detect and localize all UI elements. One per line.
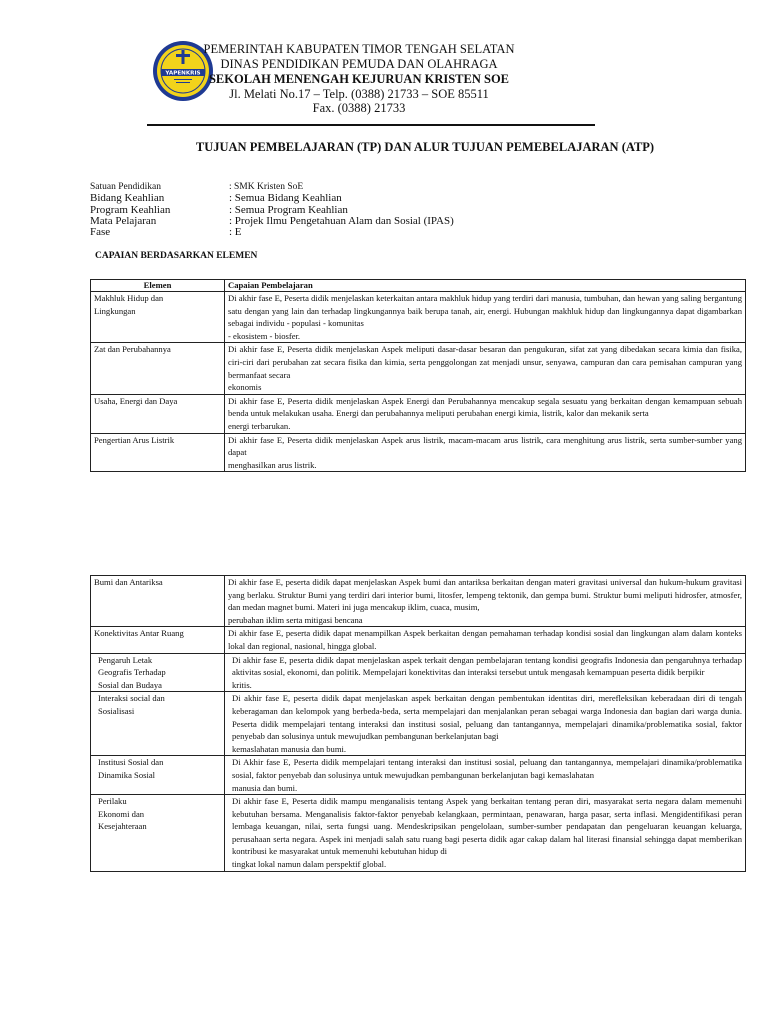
meta-value: : E — [229, 226, 242, 238]
meta-label: Mata Pelajaran — [90, 215, 157, 227]
meta-label: Bidang Keahlian — [90, 192, 165, 204]
element-name: Usaha, Energi dan Daya — [91, 394, 225, 433]
element-name: Bumi dan Antariksa — [91, 576, 225, 627]
meta-label: Satuan Pendidikan — [90, 182, 161, 192]
element-description: Di Akhir fase E, Peserta didik mempelajari tentang interaksi dan institusi sosial, peluang dan tantangannya, mempelajari dinamika/problematika sosial, faktor penyebab dan solusinya untuk mewujudkan pembangunan berkelanjutan bagi kemaslahatan manusia dan bumi. — [225, 756, 746, 795]
element-name: Makhluk Hidup dan Lingkungan — [91, 292, 225, 343]
header-line-fax: Fax. (0388) 21733 — [312, 101, 406, 115]
meta-value: : SMK Kristen SoE — [229, 182, 304, 192]
element-name: Pengertian Arus Listrik — [91, 433, 225, 472]
table-row — [91, 627, 746, 653]
header-line-address: Jl. Melati No.17 – Telp. (0388) 21733 – SOE 85511 — [229, 87, 489, 101]
meta-label: Fase — [90, 226, 111, 238]
table-header-row — [91, 280, 746, 292]
meta-value: : Semua Program Keahlian — [229, 204, 348, 216]
table-row — [91, 343, 746, 394]
element-description: Di akhir fase E, peserta didik dapat menjelaskan Aspek bumi dan antariksa berkaitan dengan materi gravitasi universal dan hukum-hukum gravitasi yang berlaku. Struktur Bumi yang terdiri dari interior bumi, litosfer, lempeng tektonik, dan gempa bumi. Struktur bumi meliputi hidrosfer, atmosfer, dan medan magnet bumi. Materi ini juga mencakup iklim, cuaca, musim, perubahan iklim serta mitigasi bencana — [225, 576, 746, 627]
meta-row-fase — [90, 227, 690, 239]
header-line-government: PEMERINTAH KABUPATEN TIMOR TENGAH SELATAN — [203, 42, 515, 56]
header-capaian: Capaian Pembelajaran — [225, 280, 746, 292]
element-description: Di akhir fase E, peserta didik dapat menjelaskan aspek berkaitan dengan pembentukan identitas diri, merefleksikan keberadaan diri di tengah keberagaman dan kelompok yang berbeda-beda, serta mempelajari dan menjalankan peran sebagai warga Indonesia dan bagian dari warga dunia. Peserta didik mempelajari tentang interaksi dan institusi sosial, peluang dan tantangannya, mempelajari dinamika/problematika sosial, faktor penyebab dan solusinya untuk mewujudkan pembangunan berkelanjutan bagi kemaslahatan manusia dan bumi. — [225, 692, 746, 756]
element-name: Konektivitas Antar Ruang — [91, 627, 225, 653]
header-elemen: Elemen — [91, 280, 225, 292]
element-name: Zat dan Perubahannya — [91, 343, 225, 394]
section-title: CAPAIAN BERDASARKAN ELEMEN — [95, 251, 258, 261]
meta-row-bidang — [90, 193, 690, 205]
elements-table — [90, 279, 746, 472]
table-row — [91, 795, 746, 872]
header-line-school: SEKOLAH MENENGAH KEJURUAN KRISTEN SOE — [208, 72, 510, 86]
element-description: Di akhir fase E, Peserta didik menjelaskan keterkaitan antara makhluk hidup yang terdiri dari manusia, tumbuhan, dan hewan yang saling bergantung satu dengan yang lain dan terhadap lingkungannya baik berupa tanah, air, energi. Hubungan makhluk hidup dan lingkungannya dapat digambarkan sebagai individu - populasi - komunitas - ekosistem - biosfer. — [225, 292, 746, 343]
elements-table-continued — [90, 575, 746, 872]
header-divider — [147, 124, 595, 126]
header-line-department: DINAS PENDIDIKAN PEMUDA DAN OLAHRAGA — [220, 57, 498, 71]
table-row — [91, 394, 746, 433]
table-row — [91, 576, 746, 627]
table-row — [91, 653, 746, 692]
element-name: Interaksi social dan Sosialisasi — [91, 692, 225, 756]
logo-text: YAPENKRIS — [165, 70, 201, 77]
element-description: Di akhir fase E, peserta didik dapat menampilkan Aspek berkaitan dengan pemahaman terhadap kondisi sosial dan lingkungan alam dalam konteks lokal dan regional, nasional, hingga global. — [225, 627, 746, 653]
element-description: Di akhir fase E, Peserta didik menjelaskan Aspek arus listrik, macam-macam arus listrik, cara menghitung arus listrik, serta sumber-sumber yang dapat menghasilkan arus listrik. — [225, 433, 746, 472]
table-row — [91, 292, 746, 343]
element-description: Di akhir fase E, peserta didik dapat menjelaskan aspek terkait dengan pembelajaran tentang kondisi geografis Indonesia dan pengaruhnya terhadap aktivitas sosial, ekonomi, dan politik. Mempelajari konektivitas dan interaksi tersebut untuk mengasah kemampuan peserta didik berpikir kritis. — [225, 653, 746, 692]
element-description: Di akhir fase E, Peserta didik mampu menganalisis tentang Aspek yang berkaitan tentang peran diri, masyarakat serta negara dalam memenuhi kebutuhan bersama. Menganalisis faktor-faktor penyebab kelangkaan, permintaan, penawaran, harga pasar, serta inflasi. Mengidentifikasi peran lembaga keuangan, nilai, serta fungsi uang. Mendeskripsikan pengelolaan, sumber-sumber pendapatan dan pengeluaran keuangan keluarga, perusahaan serta negara. Aspek ini menjadi salah satu ruang bagi peserta didik agar cakap dalam hal literasi finansial sehingga dapat memberikan kontribusi ke masyarakat untuk memenuhi kebutuhan hidup di tingkat lokal namun dalam perspektif global. — [225, 795, 746, 872]
element-name: Perilaku Ekonomi dan Kesejahteraan — [91, 795, 225, 872]
table-row — [91, 692, 746, 756]
document-title: TUJUAN PEMBELAJARAN (TP) DAN ALUR TUJUAN PEMEBELAJARAN (ATP) — [195, 140, 655, 154]
meta-row-mapel — [90, 216, 690, 228]
meta-label: Program Keahlian — [90, 204, 171, 216]
meta-value: : Semua Bidang Keahlian — [229, 192, 342, 204]
meta-value: : Projek Ilmu Pengetahuan Alam dan Sosial (IPAS) — [229, 215, 454, 227]
element-description: Di akhir fase E, Peserta didik menjelaskan Aspek Energi dan Perubahannya mencakup segala sesuatu yang berkaitan dengan kemampuan sebuah benda untuk melakukan usaha. Energi dan perubahannya meliputi perubahan energi kimia, listrik, kalor dan mekanik serta energi terbarukan. — [225, 394, 746, 433]
table-row — [91, 433, 746, 472]
meta-row-satuan — [90, 182, 690, 194]
table-row — [91, 756, 746, 795]
element-name: Pengaruh Letak Geografis Terhadap Sosial dan Budaya — [91, 653, 225, 692]
element-description: Di akhir fase E, Peserta didik menjelaskan Aspek meliputi dasar-dasar besaran dan pengukuran, sifat zat yang dibedakan secara kimia dan fisika, ciri-ciri dari perubahan zat secara fisika dan kimia, serta penggolongan zat menjadi unsur, senyawa, campuran dan cara pemisahan campuran yang bermanfaat secara ekonomis — [225, 343, 746, 394]
element-name: Institusi Sosial dan Dinamika Sosial — [91, 756, 225, 795]
